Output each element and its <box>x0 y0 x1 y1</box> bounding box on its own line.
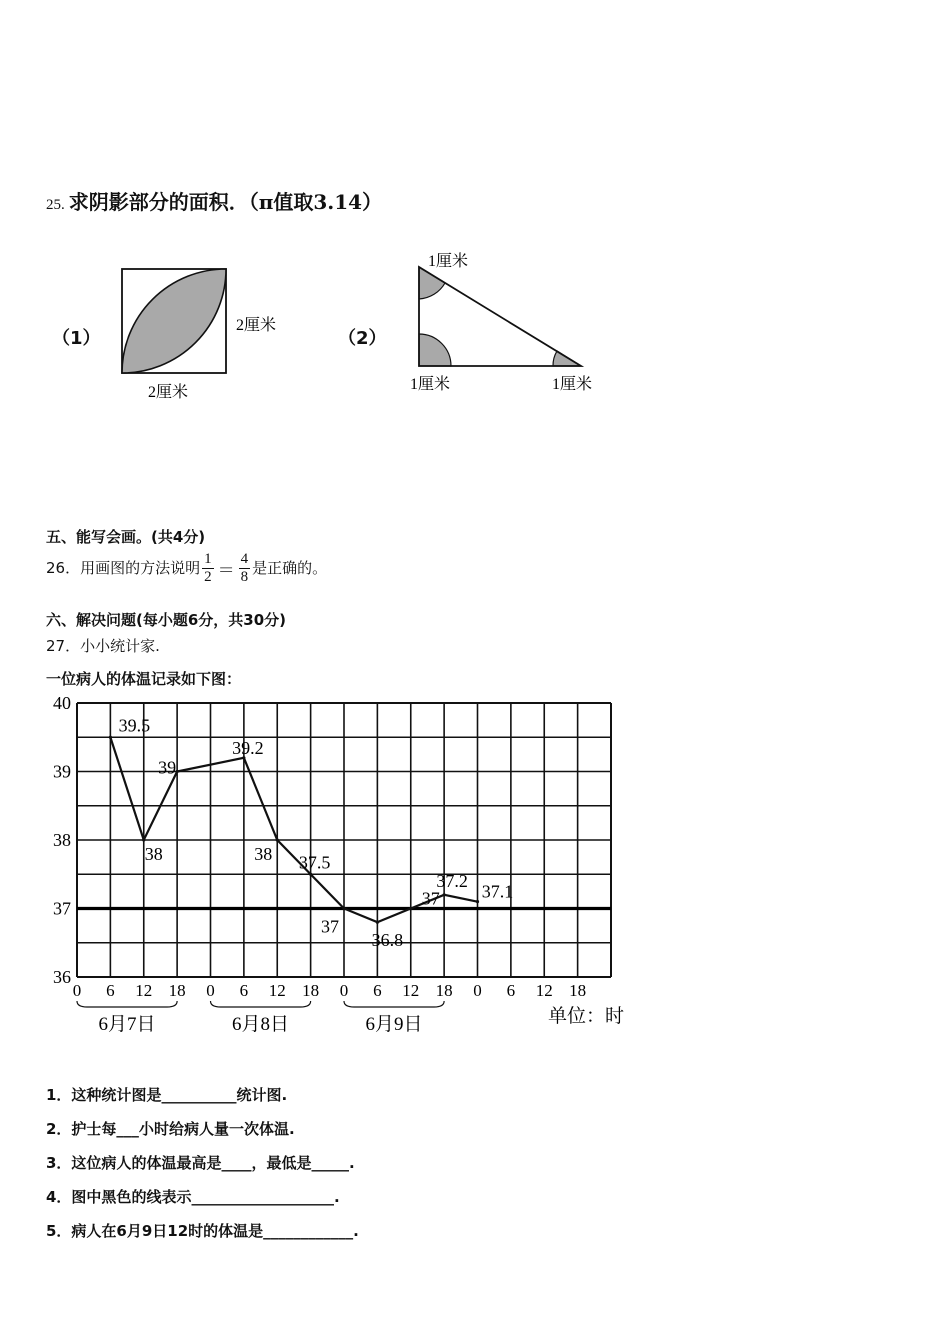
subquestion-4: 4．图中黑色的线表示___________________. <box>46 1188 340 1206</box>
data-point <box>476 900 479 903</box>
q27-title: 27．小小统计家. <box>46 637 160 655</box>
day-bracket <box>77 1001 177 1007</box>
y-tick-label: 39 <box>53 761 71 782</box>
section6-title: 六、解决问题(每小题6分，共30分) <box>46 611 287 629</box>
x-tick-label: 6 <box>506 981 516 1000</box>
fig2-top-dim: 1厘米 <box>428 253 469 270</box>
sector-right-angle <box>419 334 451 366</box>
data-label: 37 <box>421 888 440 909</box>
y-tick-label: 37 <box>53 898 71 919</box>
y-tick-label: 38 <box>53 830 71 850</box>
data-point <box>376 921 379 924</box>
q26 <box>46 551 327 586</box>
q25-text: 求阴影部分的面积．（π值取3.14） <box>68 190 383 214</box>
temperature-line-chart <box>40 690 640 1050</box>
sector-top <box>419 267 445 299</box>
x-tick-label: 18 <box>569 981 587 1000</box>
q26-prefix: 26．用画图的方法说明 <box>46 559 201 577</box>
x-tick-label: 0 <box>473 981 482 1000</box>
data-point <box>276 838 279 841</box>
data-label: 38 <box>144 844 163 864</box>
data-point <box>309 873 312 876</box>
data-label: 38 <box>254 844 273 864</box>
frac1-numerator: 1 <box>204 551 212 567</box>
x-tick-label: 12 <box>402 981 420 1000</box>
data-label: 37.5 <box>298 852 331 873</box>
data-point <box>109 736 112 739</box>
shaded-leaf <box>122 269 226 373</box>
data-label: 37.1 <box>481 881 514 902</box>
subquestion-2: 2．护士每___小时给病人量一次体温. <box>46 1120 295 1138</box>
x-tick-label: 12 <box>135 981 153 1000</box>
data-label: 39 <box>158 757 177 778</box>
frac2-denominator: 8 <box>240 569 249 585</box>
q25-title <box>46 186 382 215</box>
fig2-label: （2） <box>338 328 387 349</box>
y-tick-label: 40 <box>53 693 71 713</box>
x-tick-label: 0 <box>72 981 82 1000</box>
x-tick-label: 18 <box>435 981 453 1000</box>
fig2-bottom-left-dim: 1厘米 <box>410 376 451 393</box>
q27-intro: 一位病人的体温记录如下图： <box>46 670 242 688</box>
fig2-bottom-right-dim: 1厘米 <box>552 376 593 393</box>
data-label: 37.2 <box>436 870 468 891</box>
frac2-numerator: 4 <box>240 551 249 567</box>
x-axis-unit-label: 单位：时 <box>547 1006 624 1027</box>
data-label: 39.2 <box>232 737 264 758</box>
data-point <box>409 907 412 910</box>
x-tick-label: 0 <box>339 981 349 1000</box>
fig1-bottom-dim: 2厘米 <box>148 384 189 401</box>
y-tick-label: 36 <box>53 967 71 987</box>
data-label: 37 <box>321 916 339 937</box>
x-tick-label: 18 <box>168 981 186 1000</box>
frac1-denominator: 2 <box>204 569 212 585</box>
data-label: 36.8 <box>371 930 404 951</box>
day-label: 6月7日 <box>98 1014 156 1035</box>
data-point <box>342 907 345 910</box>
data-label: 39.5 <box>118 715 151 736</box>
day-bracket <box>211 1001 311 1007</box>
subquestion-1: 1．这种统计图是__________统计图. <box>46 1086 288 1104</box>
x-tick-label: 18 <box>302 981 320 1000</box>
day-label: 6月8日 <box>232 1014 290 1035</box>
subquestion-3: 3．这位病人的体温最高是____，最低是_____. <box>46 1154 355 1172</box>
x-tick-label: 0 <box>206 981 215 1000</box>
day-label: 6月9日 <box>365 1014 423 1035</box>
x-tick-label: 12 <box>268 981 286 1000</box>
day-bracket <box>344 1001 444 1007</box>
x-tick-label: 6 <box>106 981 115 1000</box>
q25-number: 25. <box>46 197 65 213</box>
data-point <box>142 838 145 841</box>
subquestion-5: 5．病人在6月9日12时的体温是____________. <box>46 1222 359 1240</box>
fig1-label: （1） <box>52 328 101 349</box>
equals-sign: ＝ <box>217 561 235 580</box>
x-tick-label: 12 <box>535 981 553 1000</box>
fraction-four-eighths <box>239 551 251 586</box>
data-point <box>443 893 446 896</box>
section5-title: 五、能写会画。(共4分) <box>46 528 206 546</box>
x-tick-label: 6 <box>373 981 382 1000</box>
fig1-right-dim: 2厘米 <box>236 317 277 334</box>
figure2-triangle <box>400 245 615 395</box>
figure1-square-leaf <box>110 260 300 410</box>
fraction-one-half <box>202 551 214 586</box>
x-tick-label: 6 <box>239 981 249 1000</box>
q26-suffix: 是正确的。 <box>252 559 328 577</box>
